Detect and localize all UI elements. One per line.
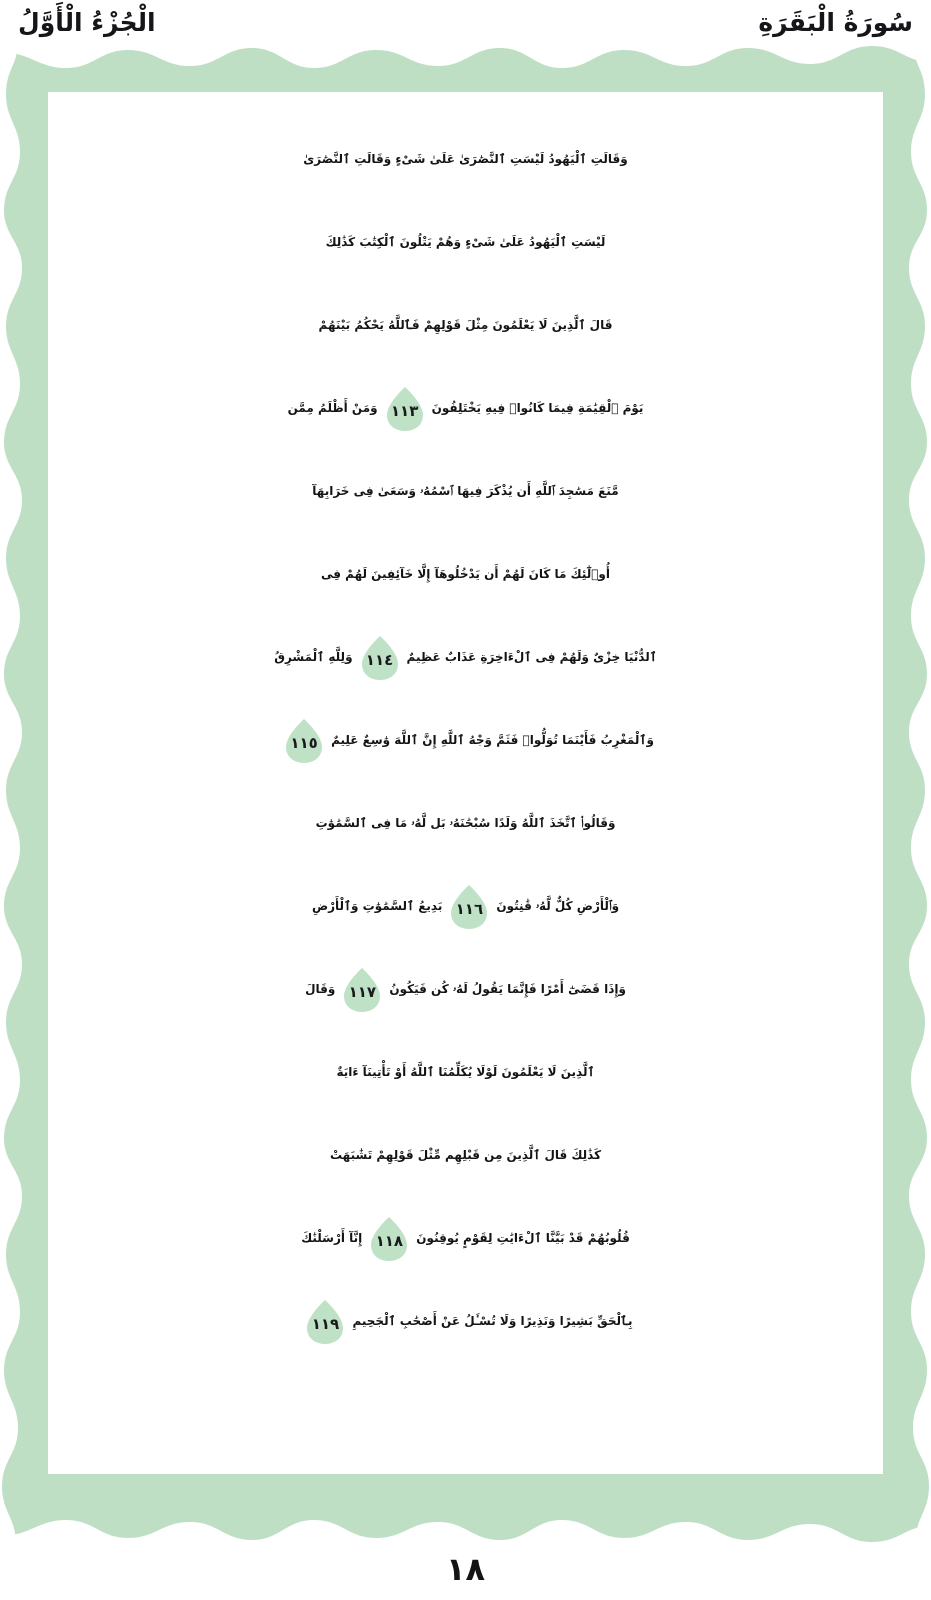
quran-line xyxy=(54,284,877,367)
ayah-text: قَالَ ٱلَّذِينَ لَا يَعْلَمُونَ مِثْلَ قَوْلِهِمْ فَٱللَّهُ يَحْكُمُ بَيْنَهُمْ xyxy=(318,318,613,333)
ayah-text: قُلُوبُهُمْ قَدْ بَيَّنَّا ٱلْءَايَٰتِ لِقَوْمٍ يُوقِنُونَ xyxy=(416,1231,630,1246)
ayah-number: ١١٧ xyxy=(348,982,377,1001)
ayah-number-marker xyxy=(385,386,425,432)
ayah-number-marker xyxy=(449,884,489,930)
ayah-number-marker xyxy=(360,635,400,681)
quran-line xyxy=(54,1280,877,1363)
surah-name-label: سُورَةُ الْبَقَرَةِ xyxy=(758,7,913,37)
ayah-number-marker xyxy=(284,718,324,764)
quran-line xyxy=(54,1114,877,1197)
ayah-text: وَمَنْ أَظْلَمُ مِمَّن xyxy=(287,401,378,416)
quran-line xyxy=(54,367,877,450)
ayah-text: كَذَٰلِكَ قَالَ ٱلَّذِينَ مِن قَبْلِهِم مِّثْلَ قَوْلِهِمْ تَشَٰبَهَتْ xyxy=(329,1148,602,1163)
quran-line xyxy=(54,1031,877,1114)
ayah-text: ٱلَّذِينَ لَا يَعْلَمُونَ لَوْلَا يُكَلِّمُنَا ٱللَّهُ أَوْ تَأْتِينَآ ءَايَةٌ xyxy=(336,1065,595,1080)
page-number: ١٨ xyxy=(445,1550,486,1588)
quran-line xyxy=(54,948,877,1031)
juz-name-label: الْجُزْءُ الْأَوَّلُ xyxy=(18,7,156,37)
ayah-text: وَقَالُوا۟ ٱتَّخَذَ ٱللَّهُ وَلَدًا سُبْحَٰنَهُۥ بَل لَّهُۥ مَا فِى ٱلسَّمَٰوَٰتِ xyxy=(315,816,616,831)
quran-line xyxy=(54,782,877,865)
ayah-number: ١١٨ xyxy=(375,1231,404,1250)
quran-line xyxy=(54,533,877,616)
quran-line xyxy=(54,118,877,201)
quran-text-area xyxy=(48,92,883,1474)
ayah-number: ١١٤ xyxy=(365,650,394,669)
ayah-number: ١١٦ xyxy=(455,899,484,918)
ayah-text: وَقَالَ xyxy=(305,982,336,997)
ayah-text: أُو۟لَٰٓئِكَ مَا كَانَ لَهُمْ أَن يَدْخُلُوهَآ إِلَّا خَآئِفِينَ لَهُمْ فِى xyxy=(320,567,611,582)
ayah-text: وَإِذَا قَضَىٰٓ أَمْرًا فَإِنَّمَا يَقُولُ لَهُۥ كُن فَيَكُونُ xyxy=(389,982,626,997)
ayah-text: وَلِلَّهِ ٱلْمَشْرِقُ xyxy=(274,650,353,665)
ayah-text: بِٱلْحَقِّ بَشِيرًا وَنَذِيرًا وَلَا تُسْـَٔلُ عَنْ أَصْحَٰبِ ٱلْجَحِيمِ xyxy=(352,1314,633,1329)
ayah-text: ٱلدُّنْيَا خِزْىٌ وَلَهُمْ فِى ٱلْءَاخِرَةِ عَذَابٌ عَظِيمٌ xyxy=(406,650,657,665)
ayah-number: ١١٥ xyxy=(290,733,318,752)
ayah-number-marker xyxy=(305,1299,345,1345)
ayah-text: لَيْسَتِ ٱلْيَهُودُ عَلَىٰ شَىْءٍ وَهُمْ يَتْلُونَ ٱلْكِتَٰبَ كَذَٰلِكَ xyxy=(325,235,606,250)
quran-line xyxy=(54,450,877,533)
ayah-text: وَقَالَتِ ٱلْيَهُودُ لَيْسَتِ ٱلنَّصَٰرَىٰ عَلَىٰ شَىْءٍ وَقَالَتِ ٱلنَّصَٰرَىٰ xyxy=(303,152,628,167)
running-header xyxy=(0,0,931,44)
quran-line xyxy=(54,1197,877,1280)
ayah-text: وَٱلْمَغْرِبُ فَأَيْنَمَا تُوَلُّوا۟ فَثَمَّ وَجْهُ ٱللَّهِ إِنَّ ٱللَّهَ وَٰسِعٌ عَلِيمٌ xyxy=(331,733,654,748)
ayah-text: يَوْمَ ٱلْقِيَٰمَةِ فِيمَا كَانُوا۟ فِيهِ يَخْتَلِفُونَ xyxy=(431,401,644,416)
quran-line xyxy=(54,865,877,948)
ayah-number: ١١٣ xyxy=(390,401,419,420)
ayah-text: وَٱلْأَرْضِ كُلٌّ لَّهُۥ قَٰنِتُونَ xyxy=(496,899,620,914)
ayah-number-marker xyxy=(342,967,382,1013)
ayah-line-list xyxy=(54,118,877,1363)
quran-line xyxy=(54,616,877,699)
quran-line xyxy=(54,699,877,782)
quran-line xyxy=(54,201,877,284)
ayah-number-marker xyxy=(369,1216,409,1262)
ayah-text: إِنَّآ أَرْسَلْنَٰكَ xyxy=(301,1231,363,1246)
ayah-text: مَّنَعَ مَسَٰجِدَ ٱللَّهِ أَن يُذْكَرَ فِيهَا ٱسْمُهُۥ وَسَعَىٰ فِى خَرَابِهَآ xyxy=(312,484,619,499)
ayah-text: بَدِيعُ ٱلسَّمَٰوَٰتِ وَٱلْأَرْضِ xyxy=(311,899,443,914)
ayah-number: ١١٩ xyxy=(311,1314,340,1333)
